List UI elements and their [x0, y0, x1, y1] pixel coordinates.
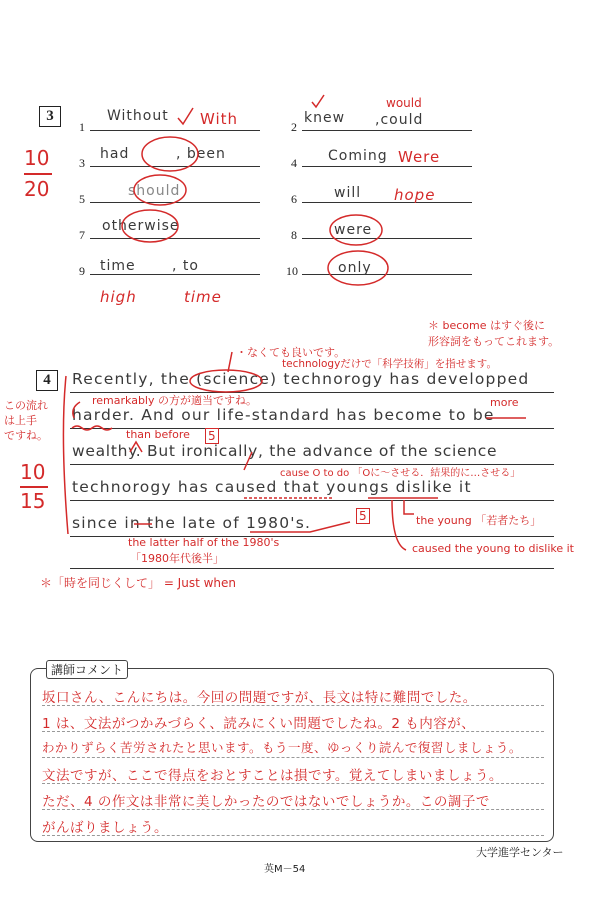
- comment-line-2: 1 は、文法がつかみづらく、読みにくい問題でしたね。2 も内容が、: [42, 716, 476, 732]
- annotation-than-before: than before: [126, 428, 190, 441]
- circle-mark: [122, 210, 178, 242]
- comment-line-6: がんばりましょう。: [42, 820, 168, 836]
- q1-answer: Without: [107, 108, 169, 124]
- q-number: 8: [291, 228, 297, 242]
- q-number: 7: [79, 228, 85, 242]
- bracket-mark: [63, 376, 68, 534]
- section-3-score-bottom: 20: [24, 177, 50, 201]
- arrow-mark: [404, 500, 414, 514]
- q9-correction-2: time: [184, 288, 222, 306]
- annotation-unnecessary: ・なくても良いです。: [236, 346, 346, 359]
- q5-answer: should: [128, 183, 181, 199]
- q9-correction: high: [100, 288, 137, 306]
- annotation-score-5b: 5: [356, 508, 370, 524]
- essay-line-3: wealthy. But ironically, the advance of the science: [72, 442, 498, 460]
- q-number: 2: [291, 120, 297, 134]
- q-number: 1: [79, 120, 85, 134]
- teacher-comment-label: 講師コメント: [46, 660, 128, 679]
- arrow-mark: [228, 352, 232, 372]
- annotation-technology: technologyだけで「科学技術」を指せます。: [282, 358, 497, 370]
- q4-answer: Coming: [328, 148, 388, 164]
- circle-mark: [142, 137, 198, 171]
- essay-line-2: harder. And our life-standard has become to be: [72, 406, 495, 424]
- arrow-mark: [73, 402, 80, 418]
- section-4-score-top: 10: [20, 460, 46, 484]
- caret-mark: [130, 442, 142, 452]
- center-name: 大学進学センター: [476, 846, 564, 859]
- circle-mark: [328, 251, 388, 285]
- q8-answer: were: [334, 222, 373, 238]
- arrow-mark: [250, 522, 350, 532]
- essay-line-1: Recently, the (science) technorogy has developped: [72, 370, 530, 388]
- wavy-underline: [72, 426, 112, 430]
- circle-mark: [134, 175, 186, 205]
- q-number: 3: [79, 156, 85, 170]
- section-3-score-top: 10: [24, 146, 50, 170]
- q2-answer-2: ,could: [375, 112, 424, 128]
- annotation-cause-o-to-do: cause O to do 「Oに～させる．結果的に…させる」: [280, 468, 521, 479]
- q-number: 10: [286, 264, 298, 278]
- q-number: 4: [291, 156, 297, 170]
- annotation-caused-young: caused the young to dislike it: [412, 542, 574, 555]
- circle-mark: [190, 370, 262, 392]
- annotation-latter-half: the latter half of the 1980's: [128, 536, 280, 549]
- comment-line-5: ただ、4 の作文は非常に美しかったのではないでしょうか。この調子で: [42, 794, 490, 810]
- comment-line-4: 文法ですが、ここで得点をおとすことは損です。覚えてしまいましょう。: [42, 768, 503, 784]
- section-3-box: 3: [39, 106, 61, 127]
- q10-answer: only: [338, 260, 372, 276]
- annotation-score-5a: 5: [205, 428, 219, 444]
- comment-line-1: 坂口さん、こんにちは。今回の問題ですが、長文は特に難問でした。: [42, 690, 477, 706]
- q4-correction: Were: [398, 148, 441, 166]
- annotation-the-young: the young 「若者たち」: [416, 514, 542, 527]
- circle-mark: [330, 215, 382, 245]
- side-note: この流れ は上手 ですね。: [4, 399, 48, 442]
- q9-answer: time: [100, 258, 136, 274]
- q2-answer: knew: [304, 110, 346, 126]
- q3-answer-2: , been: [176, 146, 226, 162]
- comment-line-3: わかりずらく苦労されたと思います。もう一度、ゆっくり読んで復習しましょう。: [42, 740, 522, 755]
- become-note: ＊ become はすぐ後に 形容詞をもってこれます。: [428, 319, 560, 348]
- q6-answer: will: [334, 185, 362, 201]
- annotation-remarkably: remarkably の方が適当ですね。: [92, 394, 257, 407]
- q6-correction: hope: [394, 186, 436, 204]
- page-number: 英M－54: [264, 864, 306, 875]
- q-number: 6: [291, 192, 297, 206]
- essay-line-4: technorogy has caused that youngs dislike it: [72, 478, 472, 496]
- q1-correction: With: [200, 110, 239, 128]
- slash-mark: [244, 452, 252, 470]
- q7-answer: otherwise: [102, 218, 180, 234]
- section-4-score-bottom: 15: [20, 489, 46, 513]
- essay-line-5: since in the late of 1980's.: [72, 514, 312, 532]
- q2-correction: would: [386, 96, 422, 110]
- check-mark: [312, 95, 324, 107]
- check-mark: [178, 108, 193, 124]
- section-4-box: 4: [36, 370, 58, 391]
- q-number: 9: [79, 264, 85, 278]
- q9-answer-2: , to: [172, 258, 199, 274]
- annotation-just-when: ＊「時を同じくして」 = Just when: [40, 576, 237, 590]
- annotation-more: more: [490, 396, 519, 409]
- q-number: 5: [79, 192, 85, 206]
- q3-answer: had: [100, 146, 130, 162]
- annotation-1980s: 「1980年代後半」: [130, 552, 224, 565]
